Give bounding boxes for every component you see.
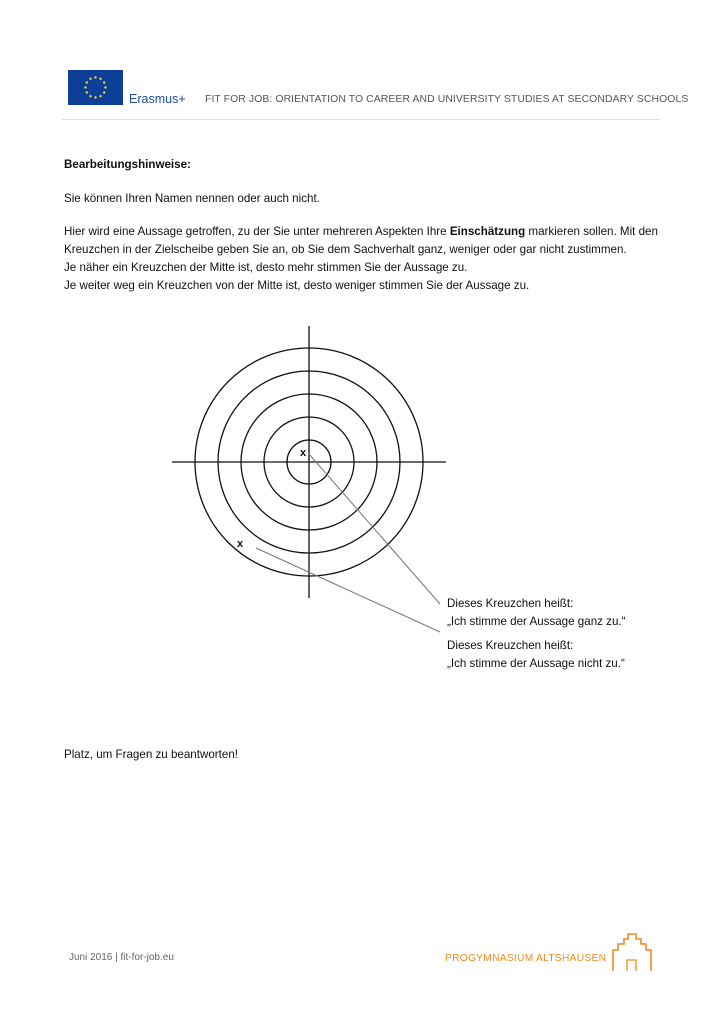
- header-title: FIT FOR JOB: ORIENTATION TO CAREER AND UNIVERSITY STUDIES AT SECONDARY SCHOOLS: [205, 94, 689, 105]
- annotation-disagree-line2: „Ich stimme der Aussage nicht zu.“: [447, 657, 625, 670]
- instruction-center-line: Je näher ein Kreuzchen der Mitte ist, desto mehr stimmen Sie der Aussage zu.: [64, 261, 468, 274]
- name-note: Sie können Ihren Namen nennen oder auch nicht.: [64, 192, 320, 205]
- annotation-agree: [447, 595, 626, 631]
- annotation-disagree-line1: Dieses Kreuzchen heißt:: [447, 639, 574, 652]
- footer-school-name: PROGYMNASIUM ALTSHAUSEN: [445, 953, 607, 964]
- answer-area-label: Platz, um Fragen zu beantworten!: [64, 748, 238, 761]
- footer-date-site: Juni 2016 | fit-for-job.eu: [69, 952, 174, 963]
- instructions-text-2: markieren sollen. Mit den Kreuzchen in der Zielscheibe geben Sie an, ob Sie dem Sachverhalt ganz, weniger oder gar nicht zustimmen.: [64, 225, 658, 256]
- pointer-line-outer: [256, 548, 440, 632]
- center-mark: x: [300, 447, 307, 459]
- annotation-agree-line1: Dieses Kreuzchen heißt:: [447, 597, 574, 610]
- outer-mark: x: [237, 538, 244, 550]
- instructions-text-1: Hier wird eine Aussage getroffen, zu der Sie unter mehreren Aspekten Ihre: [64, 225, 450, 238]
- school-building-icon: [610, 930, 655, 975]
- erasmus-logo-text: Erasmus+: [129, 92, 186, 106]
- instructions-bold-term: Einschätzung: [449, 225, 526, 238]
- instructions-heading: Bearbeitungshinweise:: [64, 158, 191, 171]
- instruction-far-line: Je weiter weg ein Kreuzchen von der Mitte ist, desto weniger stimmen Sie der Aussage zu.: [64, 279, 530, 292]
- annotation-disagree: [447, 637, 625, 673]
- annotation-agree-line2: „Ich stimme der Aussage ganz zu.“: [447, 615, 626, 628]
